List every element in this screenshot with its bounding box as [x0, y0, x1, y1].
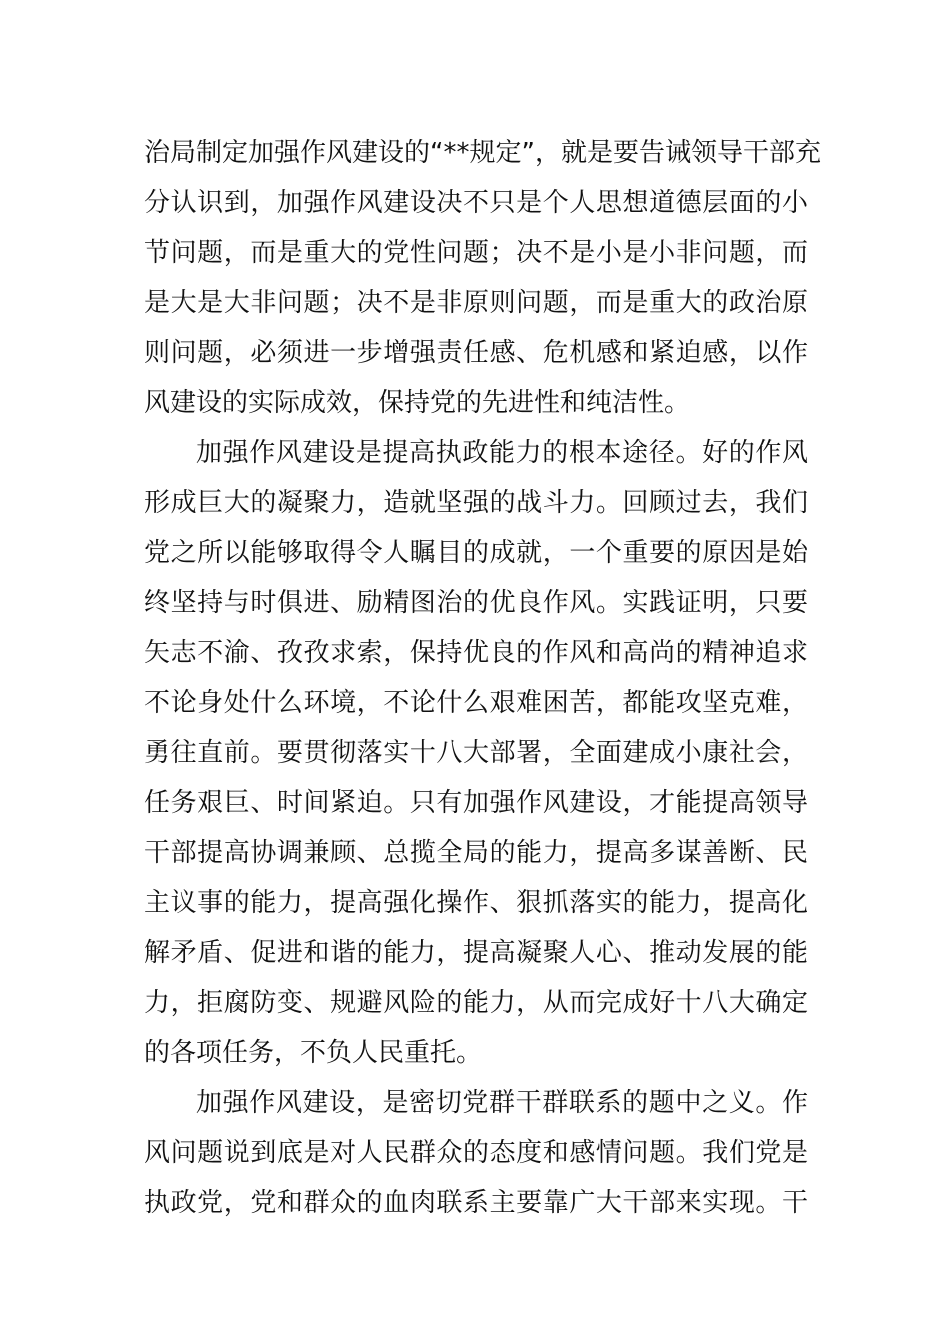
paragraph-1-line-2: 分认识到，加强作风建设决不只是个人思想道德层面的小	[144, 188, 808, 218]
paragraph-1-line-6: 风建设的实际成效，保持党的先进性和纯洁性。	[144, 388, 691, 418]
paragraph-3-line-3: 执政党，党和群众的血肉联系主要靠广大干部来实现。干	[144, 1188, 808, 1218]
paragraph-2-line-6: 不论身处什么环境，不论什么艰难困苦，都能攻坚克难，	[144, 688, 808, 718]
paragraph-2-line-3: 党之所以能够取得令人瞩目的成就，一个重要的原因是始	[144, 538, 808, 568]
paragraph-2-line-10: 主议事的能力，提高强化操作、狠抓落实的能力，提高化	[144, 888, 808, 918]
paragraph-3-line-2: 风问题说到底是对人民群众的态度和感情问题。我们党是	[144, 1138, 808, 1168]
body-text	[144, 128, 821, 1228]
paragraph-2-line-9: 干部提高协调兼顾、总揽全局的能力，提高多谋善断、民	[144, 838, 808, 868]
paragraph-2-line-4: 终坚持与时俱进、励精图治的优良作风。实践证明，只要	[144, 588, 808, 618]
paragraph-1-line-1: 治局制定加强作风建设的“**规定”，就是要告诫领导干部充	[144, 138, 821, 168]
paragraph-2-line-7: 勇往直前。要贯彻落实十八大部署，全面建成小康社会，	[144, 738, 808, 768]
paragraph-2-line-12: 力，拒腐防变、规避风险的能力，从而完成好十八大确定	[144, 988, 808, 1018]
paragraph-2-line-13: 的各项任务，不负人民重托。	[144, 1038, 483, 1068]
paragraph-2-line-2: 形成巨大的凝聚力，造就坚强的战斗力。回顾过去，我们	[144, 488, 808, 518]
paragraph-1-line-4: 是大是大非问题；决不是非原则问题，而是重大的政治原	[144, 288, 808, 318]
paragraph-1-line-3: 节问题，而是重大的党性问题；决不是小是小非问题，而	[144, 238, 808, 268]
paragraph-2-line-11: 解矛盾、促进和谐的能力，提高凝聚人心、推动发展的能	[144, 938, 808, 968]
paragraph-3-line-1: 加强作风建设，是密切党群干群联系的题中之义。作	[196, 1088, 808, 1118]
paragraph-2-line-8: 任务艰巨、时间紧迫。只有加强作风建设，才能提高领导	[144, 788, 808, 818]
paragraph-1-line-5: 则问题，必须进一步增强责任感、危机感和紧迫感，以作	[144, 338, 808, 368]
paragraph-2-line-1: 加强作风建设是提高执政能力的根本途径。好的作风	[196, 438, 808, 468]
paragraph-2-line-5: 矢志不渝、孜孜求索，保持优良的作风和高尚的精神追求	[144, 638, 808, 668]
